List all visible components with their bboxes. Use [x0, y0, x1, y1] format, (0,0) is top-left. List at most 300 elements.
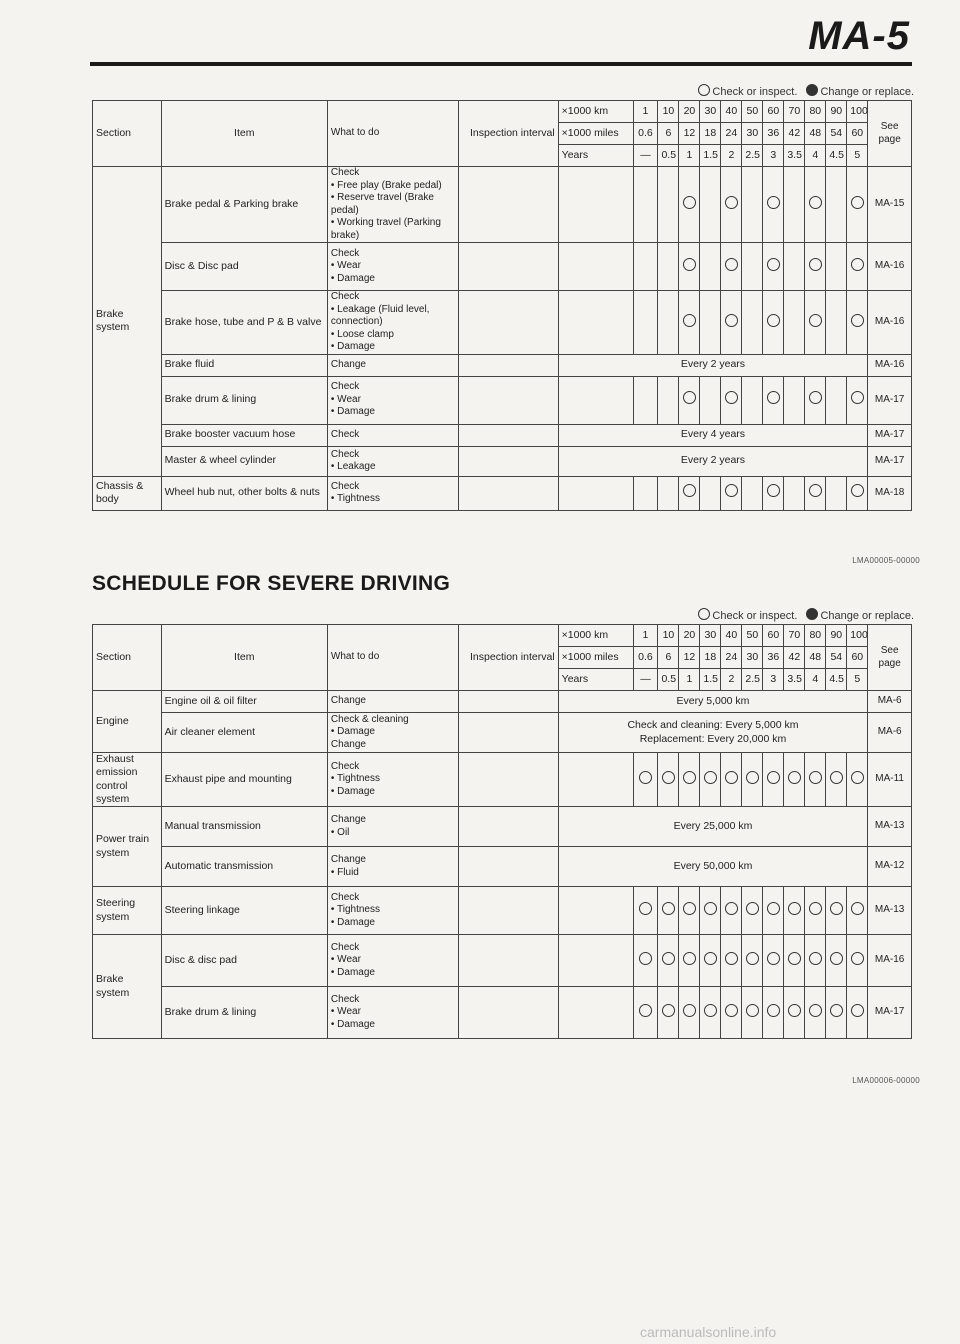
interval-spacer [558, 935, 633, 987]
legend-2 [698, 608, 914, 622]
years-value: 0.5 [658, 669, 679, 691]
check-circle-icon [851, 314, 864, 327]
what-to-do-cell [327, 291, 458, 355]
schedule-row [93, 376, 912, 424]
interval-cell [700, 167, 721, 243]
interval-cell [721, 376, 742, 424]
what-to-do-cell [327, 753, 458, 807]
interval-spacer [558, 376, 633, 424]
see-page-cell: MA-16 [868, 354, 912, 376]
check-circle-icon [767, 314, 780, 327]
what-to-do-line: Change [330, 854, 366, 865]
see-page-cell: MA-17 [868, 446, 912, 476]
check-circle-icon [830, 952, 843, 965]
interval-cell [633, 987, 658, 1039]
miles-value: 6 [658, 123, 679, 145]
change-dot-icon [806, 84, 818, 96]
what-to-do-line: Check [330, 381, 360, 393]
interval-cell [721, 167, 742, 243]
legend-change-text: Change or replace. [820, 610, 914, 622]
interval-cell [826, 987, 847, 1039]
interval-cell [700, 243, 721, 291]
interval-cell [633, 935, 658, 987]
miles-value: 42 [784, 647, 805, 669]
interval-cell [700, 987, 721, 1039]
interval-cell [784, 167, 805, 243]
check-circle-icon [746, 1004, 759, 1017]
check-circle-icon [704, 1004, 717, 1017]
check-circle-icon [767, 1004, 780, 1017]
check-circle-icon [851, 902, 864, 915]
check-circle-icon [746, 952, 759, 965]
what-to-do-line: • Oil [330, 826, 350, 838]
years-value: 3 [763, 145, 784, 167]
see-page-cell: MA-17 [868, 376, 912, 424]
what-to-do-cell [327, 167, 458, 243]
check-circle-icon [704, 902, 717, 915]
interval-spacer [558, 167, 633, 243]
see-page-header: See page [868, 101, 912, 167]
years-value: 4.5 [826, 145, 847, 167]
interval-spacer [558, 887, 633, 935]
what-to-do-line: Check [330, 480, 360, 492]
check-circle-icon [809, 258, 822, 271]
check-circle-icon [830, 902, 843, 915]
km-value: 40 [721, 625, 742, 647]
years-value: 1.5 [700, 669, 721, 691]
km-label: ×1000 km [558, 625, 633, 647]
check-circle-icon [662, 1004, 675, 1017]
what-to-do-line: Change [330, 814, 366, 825]
years-value: — [633, 145, 658, 167]
interval-cell [826, 753, 847, 807]
check-circle-icon [683, 1004, 696, 1017]
what-to-do-line: Check [330, 993, 360, 1005]
miles-value: 24 [721, 647, 742, 669]
check-circle-icon [725, 484, 738, 497]
check-circle-icon [851, 952, 864, 965]
miles-value: 36 [763, 123, 784, 145]
change-dot-icon [806, 608, 818, 620]
miles-value: 18 [700, 123, 721, 145]
interval-cell [658, 291, 679, 355]
miles-value: 12 [679, 123, 700, 145]
interval-cell [742, 243, 763, 291]
check-circle-icon [788, 952, 801, 965]
miles-value: 0.6 [633, 123, 658, 145]
check-circle-icon [683, 484, 696, 497]
page-number: MA-5 [808, 14, 910, 58]
interval-span-line: Check and cleaning: Every 5,000 km [627, 719, 799, 732]
check-circle-icon [767, 484, 780, 497]
miles-value: 42 [784, 123, 805, 145]
miles-value: 36 [763, 647, 784, 669]
km-value: 1 [633, 101, 658, 123]
schedule-table-severe [92, 624, 912, 1039]
what-to-do-line: • Fluid [330, 866, 359, 878]
what-to-do-cell [327, 446, 458, 476]
schedule-row [93, 753, 912, 807]
what-to-do-line: • Tightness [330, 773, 380, 785]
what-to-do-line: Check [330, 760, 360, 772]
what-to-do-line: • Damage [330, 341, 375, 352]
years-value: 1 [679, 145, 700, 167]
header-row-km [93, 625, 912, 647]
interval-cell [763, 987, 784, 1039]
item-cell: Engine oil & oil filter [161, 691, 327, 713]
interval-cell [633, 376, 658, 424]
check-circle-icon [698, 84, 710, 96]
what-to-do-cell [327, 713, 458, 753]
what-to-do-line: • Tightness [330, 904, 380, 916]
inspection-spacer [458, 753, 558, 807]
miles-value: 48 [805, 647, 826, 669]
interval-spacer [558, 753, 633, 807]
what-to-do-cell [327, 424, 458, 446]
interval-cell [658, 376, 679, 424]
see-page-cell: MA-16 [868, 291, 912, 355]
check-circle-icon [767, 771, 780, 784]
interval-cell [679, 987, 700, 1039]
header-row-km [93, 101, 912, 123]
interval-cell [784, 291, 805, 355]
interval-cell [763, 376, 784, 424]
check-circle-icon [704, 771, 717, 784]
what-to-do-cell [327, 847, 458, 887]
km-value: 90 [826, 101, 847, 123]
see-page-cell: MA-16 [868, 935, 912, 987]
km-value: 100 [847, 625, 868, 647]
item-cell: Brake pedal & Parking brake [161, 167, 327, 243]
interval-cell [721, 243, 742, 291]
what-to-do-line: • Wear [330, 260, 361, 272]
miles-value: 18 [700, 647, 721, 669]
what-to-do-cell [327, 807, 458, 847]
interval-cell [805, 476, 826, 510]
what-to-do-line: Change [330, 358, 366, 370]
see-page-cell: MA-18 [868, 476, 912, 510]
interval-cell [847, 753, 868, 807]
section-cell: Chassis & body [93, 476, 162, 510]
km-value: 30 [700, 101, 721, 123]
interval-cell [633, 476, 658, 510]
check-circle-icon [851, 391, 864, 404]
schedule-row [93, 476, 912, 510]
check-circle-icon [788, 1004, 801, 1017]
check-circle-icon [725, 196, 738, 209]
check-circle-icon [788, 902, 801, 915]
interval-cell [763, 887, 784, 935]
what-to-do-line: • Reserve travel (Brake pedal) [330, 192, 434, 216]
severe-driving-heading: SCHEDULE FOR SEVERE DRIVING [92, 572, 451, 595]
inspection-spacer [458, 243, 558, 291]
interval-cell [679, 167, 700, 243]
interval-cell [847, 887, 868, 935]
check-circle-icon [809, 196, 822, 209]
section-cell: Power train system [93, 807, 162, 887]
legend-1 [698, 84, 914, 98]
check-circle-icon [639, 1004, 652, 1017]
check-circle-icon [725, 771, 738, 784]
km-value: 40 [721, 101, 742, 123]
what-to-do-line: • Damage [330, 726, 375, 738]
item-cell: Brake fluid [161, 354, 327, 376]
interval-cell [633, 167, 658, 243]
miles-value: 6 [658, 647, 679, 669]
interval-cell [784, 753, 805, 807]
inspection-spacer [458, 807, 558, 847]
miles-label: ×1000 miles [558, 647, 633, 669]
item-cell: Exhaust pipe and mounting [161, 753, 327, 807]
interval-cell [784, 987, 805, 1039]
miles-value: 60 [847, 123, 868, 145]
see-page-cell: MA-17 [868, 424, 912, 446]
interval-cell [700, 476, 721, 510]
what-to-do-line: • Leakage [330, 461, 376, 472]
check-circle-icon [767, 902, 780, 915]
km-label: ×1000 km [558, 101, 633, 123]
km-value: 50 [742, 101, 763, 123]
what-to-do-cell [327, 376, 458, 424]
years-value: 4 [805, 669, 826, 691]
what-to-do-line: Check [330, 448, 360, 460]
check-circle-icon [683, 196, 696, 209]
interval-cell [805, 167, 826, 243]
years-label: Years [558, 669, 633, 691]
what-to-do-cell [327, 354, 458, 376]
interval-cell [763, 291, 784, 355]
interval-cell [805, 376, 826, 424]
miles-value: 24 [721, 123, 742, 145]
interval-cell [721, 753, 742, 807]
check-circle-icon [725, 952, 738, 965]
interval-cell [633, 753, 658, 807]
top-rule [90, 62, 912, 66]
see-page-cell: MA-6 [868, 691, 912, 713]
inspection-interval-header: Inspection interval [458, 625, 558, 691]
schedule-row [93, 713, 912, 753]
years-value: 2 [721, 145, 742, 167]
km-value: 20 [679, 101, 700, 123]
interval-cell [784, 476, 805, 510]
interval-cell [742, 935, 763, 987]
interval-span: Every 2 years [558, 354, 868, 376]
what-to-do-line: Change [330, 738, 366, 750]
interval-cell [826, 376, 847, 424]
km-value: 80 [805, 101, 826, 123]
item-cell: Master & wheel cylinder [161, 446, 327, 476]
km-value: 20 [679, 625, 700, 647]
what-to-do-line: • Damage [330, 406, 375, 418]
inspection-spacer [458, 887, 558, 935]
schedule-row [93, 424, 912, 446]
check-circle-icon [809, 484, 822, 497]
item-header: Item [161, 101, 327, 167]
what-to-do-header: What to do [327, 625, 458, 691]
what-to-do-line: • Loose clamp [330, 328, 394, 340]
what-to-do-line: Check [330, 891, 360, 903]
what-to-do-line: • Wear [330, 393, 361, 405]
see-page-cell: MA-13 [868, 807, 912, 847]
interval-cell [679, 753, 700, 807]
check-circle-icon [788, 771, 801, 784]
miles-label: ×1000 miles [558, 123, 633, 145]
interval-spacer [558, 243, 633, 291]
check-circle-icon [683, 258, 696, 271]
check-circle-icon [683, 391, 696, 404]
km-value: 10 [658, 101, 679, 123]
check-circle-icon [809, 1004, 822, 1017]
km-value: 60 [763, 101, 784, 123]
interval-cell [847, 476, 868, 510]
interval-cell [805, 987, 826, 1039]
inspection-spacer [458, 847, 558, 887]
interval-cell [847, 167, 868, 243]
years-value: 4 [805, 145, 826, 167]
years-value: 3.5 [784, 669, 805, 691]
years-value: 5 [847, 145, 868, 167]
km-value: 60 [763, 625, 784, 647]
item-cell: Steering linkage [161, 887, 327, 935]
check-circle-icon [725, 902, 738, 915]
item-cell: Automatic transmission [161, 847, 327, 887]
km-value: 90 [826, 625, 847, 647]
check-circle-icon [767, 258, 780, 271]
inspection-interval-header: Inspection interval [458, 101, 558, 167]
interval-cell [658, 167, 679, 243]
caption-1: LMA00005-00000 [852, 556, 920, 565]
interval-cell [721, 887, 742, 935]
interval-span: Every 50,000 km [558, 847, 868, 887]
what-to-do-cell [327, 935, 458, 987]
interval-cell [847, 291, 868, 355]
schedule-table-normal [92, 100, 912, 511]
see-page-cell: MA-17 [868, 987, 912, 1039]
section-header: Section [93, 625, 162, 691]
what-to-do-line: • Working travel (Parking brake) [330, 217, 441, 241]
what-to-do-line: • Damage [330, 1018, 375, 1030]
interval-cell [784, 887, 805, 935]
schedule-row [93, 847, 912, 887]
what-to-do-cell [327, 691, 458, 713]
item-cell: Brake booster vacuum hose [161, 424, 327, 446]
check-circle-icon [746, 902, 759, 915]
check-circle-icon [639, 771, 652, 784]
item-cell: Disc & disc pad [161, 935, 327, 987]
interval-span: Every 5,000 km [558, 691, 868, 713]
km-value: 30 [700, 625, 721, 647]
miles-value: 54 [826, 123, 847, 145]
interval-cell [679, 476, 700, 510]
miles-value: 48 [805, 123, 826, 145]
what-to-do-cell [327, 987, 458, 1039]
check-circle-icon [851, 258, 864, 271]
interval-cell [700, 291, 721, 355]
check-circle-icon [851, 484, 864, 497]
check-circle-icon [809, 902, 822, 915]
see-page-cell: MA-12 [868, 847, 912, 887]
interval-span: Every 2 years [558, 446, 868, 476]
interval-cell [658, 476, 679, 510]
interval-cell [826, 476, 847, 510]
check-circle-icon [662, 771, 675, 784]
section-header: Section [93, 101, 162, 167]
interval-cell [633, 243, 658, 291]
what-to-do-line: • Wear [330, 1006, 361, 1018]
interval-cell [805, 935, 826, 987]
interval-cell [805, 243, 826, 291]
interval-span: Every 4 years [558, 424, 868, 446]
interval-cell [721, 476, 742, 510]
years-value: 3 [763, 669, 784, 691]
section-cell: Engine [93, 691, 162, 753]
interval-cell [658, 243, 679, 291]
inspection-spacer [458, 376, 558, 424]
years-value: 5 [847, 669, 868, 691]
interval-span [558, 713, 868, 753]
km-value: 80 [805, 625, 826, 647]
check-circle-icon [704, 952, 717, 965]
interval-cell [763, 243, 784, 291]
interval-cell [658, 887, 679, 935]
check-circle-icon [639, 902, 652, 915]
inspection-spacer [458, 987, 558, 1039]
interval-cell [700, 753, 721, 807]
check-circle-icon [662, 952, 675, 965]
check-circle-icon [830, 771, 843, 784]
schedule-row [93, 243, 912, 291]
what-to-do-line: • Free play (Brake pedal) [330, 179, 442, 191]
legend-check-text: Check or inspect. [712, 610, 798, 622]
see-page-cell: MA-15 [868, 167, 912, 243]
inspection-spacer [458, 713, 558, 753]
item-cell: Brake drum & lining [161, 987, 327, 1039]
check-circle-icon [639, 952, 652, 965]
interval-cell [805, 291, 826, 355]
interval-spacer [558, 987, 633, 1039]
interval-span-line: Replacement: Every 20,000 km [639, 732, 787, 745]
miles-value: 0.6 [633, 647, 658, 669]
km-value: 1 [633, 625, 658, 647]
check-circle-icon [725, 391, 738, 404]
inspection-spacer [458, 291, 558, 355]
section-cell: Exhaust emission control system [93, 753, 162, 807]
schedule-row [93, 935, 912, 987]
check-circle-icon [683, 314, 696, 327]
item-header: Item [161, 625, 327, 691]
what-to-do-cell [327, 476, 458, 510]
what-to-do-line: • Wear [330, 954, 361, 966]
item-cell: Air cleaner element [161, 713, 327, 753]
interval-cell [763, 753, 784, 807]
what-to-do-cell [327, 887, 458, 935]
miles-value: 54 [826, 647, 847, 669]
miles-value: 30 [742, 123, 763, 145]
interval-cell [721, 935, 742, 987]
interval-cell [633, 887, 658, 935]
interval-spacer [558, 291, 633, 355]
interval-cell [658, 935, 679, 987]
caption-2: LMA00006-00000 [852, 1076, 920, 1085]
years-value: 1.5 [700, 145, 721, 167]
item-cell: Brake drum & lining [161, 376, 327, 424]
interval-cell [826, 935, 847, 987]
interval-cell [826, 291, 847, 355]
section-cell: Steering system [93, 887, 162, 935]
what-to-do-line: • Damage [330, 966, 375, 978]
what-to-do-line: • Damage [330, 916, 375, 928]
interval-cell [679, 243, 700, 291]
